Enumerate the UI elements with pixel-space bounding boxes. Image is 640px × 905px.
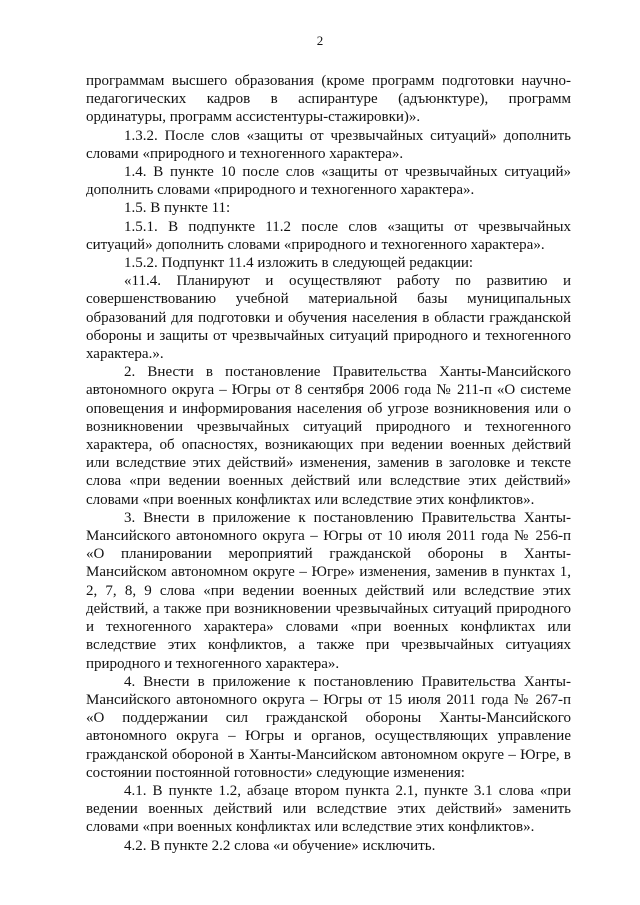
paragraph-4: 4. Внести в приложение к постановлению Правительства Ханты-Мансийского автономного округа – Югры от 15 июля 2011 года № 267-п «О поддержании сил гражданской обороны Ханты-Мансийского автономного округа – Югры и органов, осуществляющих управление гражданской обороной в Ханты-Мансийском автономном округе – Югре, в состоянии постоянной готовности» следующие изменения: [86, 673, 571, 781]
page-number: 2 [316, 33, 324, 48]
paragraph-1-5-2: 1.5.2. Подпункт 11.4 изложить в следующей редакции: [124, 255, 474, 272]
paragraph-4-1: 4.1. В пункте 1.2, абзаце втором пункта 2.1, пункте 3.1 слова «при ведении военных действий или вследствие этих действий» заменить словами «при военных конфликтах или вследствие этих конфликтов». [86, 782, 571, 836]
document-body [86, 72, 571, 855]
paragraph-11-4-quote: «11.4. Планируют и осуществляют работу по развитию и совершенствованию учебной материальной базы муниципальных образований для подготовки и обучения населения в области гражданской обороны и защиты от чрезвычайных ситуаций природного и техногенного характера.». [86, 273, 571, 363]
paragraph-1-3-2: 1.3.2. После слов «защиты от чрезвычайных ситуаций» дополнить словами «природного и техногенного характера». [86, 127, 571, 162]
paragraph-3: 3. Внести в приложение к постановлению Правительства Ханты-Мансийского автономного округа – Югры от 10 июля 2011 года № 256-п «О планировании мероприятий гражданской обороны в Ханты-Мансийском автономном округе – Югре» изменения, заменив в пунктах 1, 2, 7, 8, 9 слова «при ведении военных действий или вследствие этих действий, а также при возникновении чрезвычайных ситуаций природного и техногенного характера» словами «при военных конфликтах или вследствие этих конфликтов, а также при чрезвычайных ситуациях природного и техногенного характера». [86, 509, 571, 672]
paragraph-continuation: программам высшего образования (кроме программ подготовки научно-педагогических кадров в аспирантуре (адъюнктуре), программ ординатуры, программ ассистентуры-стажировки)». [86, 73, 571, 126]
paragraph-2: 2. Внести в постановление Правительства Ханты-Мансийского автономного округа – Югры от 8 сентября 2006 года № 211-п «О системе оповещения и информирования населения об угрозе возникновения или о возникновении чрезвычайных ситуаций природного и техногенного характера, об опасностях, возникающих при ведении военных действий или вследствие этих действий» изменения, заменив в заголовке и тексте слова «при ведении военных действий или вследствие этих действий» словами «при военных конфликтах или вследствие этих конфликтов». [86, 364, 571, 508]
paragraph-1-4: 1.4. В пункте 10 после слов «защиты от чрезвычайных ситуаций» дополнить словами «природного и техногенного характера». [86, 164, 571, 199]
paragraph-4-2: 4.2. В пункте 2.2 слова «и обучение» исключить. [124, 837, 436, 854]
paragraph-1-5-1: 1.5.1. В подпункте 11.2 после слов «защиты от чрезвычайных ситуаций» дополнить словами «природного и техногенного характера». [86, 218, 571, 253]
paragraph-1-5: 1.5. В пункте 11: [124, 200, 231, 217]
